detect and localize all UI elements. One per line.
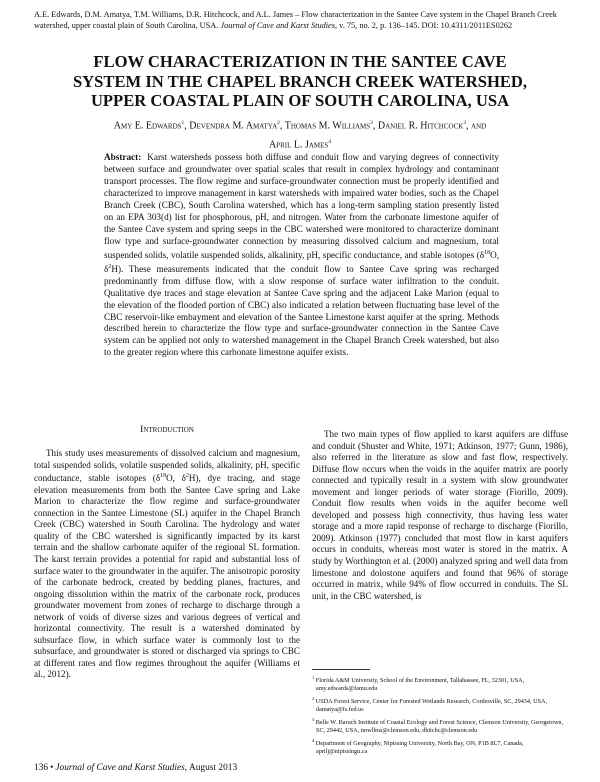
footer-date: August 2013 [188,763,238,773]
author-affiliation-mark: 3 [463,120,467,126]
footer-journal: Journal of Cave and Karst Studies, [55,763,188,773]
paper-title [30,52,570,111]
footnote-text: Department of Geography, Nipissing University, North Bay, ON, P1B 8L7, Canada, aprilj@nipissingu.ca [315,739,524,756]
abstract-text-2: O, δ [104,249,499,274]
footnote-mark: 3 [312,716,315,722]
author-name: Thomas M. Williams [284,120,371,132]
footnote-4 [312,737,568,757]
abstract [104,152,499,359]
author-name: Daniel R. Hitchcock [377,120,464,132]
section-heading-introduction: Introduction [140,424,194,435]
author-affiliation-mark: 4 [328,139,332,146]
footnote-text: Florida A&M University, School of the Environment, Tallahassee, FL, 32301, USA, amy.edwards@famu.edu [315,677,525,693]
author-affiliation-mark: 2 [277,120,280,126]
citation-header [34,10,568,32]
footnote-2 [312,695,568,715]
citation-journal: Journal of Cave and Karst Studies, [220,20,338,30]
footnotes [312,674,568,758]
footnote-mark: 1 [312,675,315,680]
footnote-mark: 4 [312,737,315,743]
body-text-1: This study uses measurements of dissolved calcium and magnesium, total suspended solids, volatile suspended solids, alkalinity, pH, specific conductance, stable isotopes (δ [34,448,300,484]
author-affiliation-mark: 1 [181,120,185,126]
footnote-divider [312,669,370,670]
isotope-superscript: 18 [160,473,167,480]
author-line-1: Amy E. Edwards$^1$, Devendra M. Amatya$^2$, Thomas M. Williams$^3$, Daniel R. Hitchcock$^3$, and [113,120,487,132]
author-name: Devendra M. Amatya [189,120,278,132]
page-number: 136 [34,763,49,773]
title-line-2: SYSTEM IN THE CHAPEL BRANCH CREEK WATERSHED, [72,71,528,91]
title-line-1: FLOW CHARACTERIZATION IN THE SANTEE CAVE [93,52,507,71]
isotope-superscript: 18 [484,249,491,256]
body-text-3: H), dye tracing, and stage elevation measurements from both the Santee Cave spring and Lake Marion to characterize the flow regime and surface-groundwater connection in the Santee Limestone (SL) aquifer in the Chapel Branch Creek (CBC) watershed in South Carolina. The hydrology and water quality of the CBC watershed is significantly impacted by its karst terrain and the shallow carbonate aquifer of the regional SL formation. The karst terrain provides a potential for rapid and substantial loss of surface water to the groundwater in the aquifer. The anisotropic porosity of the carbonate bedrock, created by bedding planes, fractures, and ongoing dissolution within the matrix of the carbonate rock, produces groundwater movement from zones of recharge to discharge through a network of voids of diverse sizes and various degrees of vertical and horizontal connectivity. The result is a watershed dominated by subsurface flow, in which surface water is commonly lost to the subsurface, and groundwater is stored or discharged via springs to CBC at different rates and flow regimes throughout the aquifer (Williams et al., 2012). [34,473,300,680]
citation-volume: v. 75, no. 2, p. 136–145. DOI: 10.4311/2011ES0262 [339,20,513,30]
footnote-mark: 2 [312,695,315,701]
body-text-2: O, δ [166,473,186,484]
body-column-left [34,448,300,681]
abstract-text-1: Karst watersheds possess both diffuse and conduit flow and varying degrees of connectivity between surface and groundwater over spatial scales that result in complex hydrology and contaminant transport processes. The flow regime and surface-groundwater connection must be properly identified and characterized to improve management in karst watersheds with impaired water bodies, such as the Chapel Branch Creek (CBC), South Carolina watershed, which has a long-term sampling station presently listed on an EPA 303(d) list for phosphorous, pH, and nitrogen. Water from the carbonate limestone aquifer of the Santee Cave system and spring seeps in the CBC watershed were monitored to characterize dominant flow type and surface-groundwater connection by measuring dissolved calcium and magnesium, total suspended solids, volatile suspended solids, alkalinity, pH, specific conductance, and stable isotopes (δ [104,152,499,260]
author-list [30,115,570,154]
footnote-1 [312,674,568,694]
body-paragraph: The two main types of flow applied to karst aquifers are diffuse and conduit (Shuster and White, 1971; Atkinson, 1977; Gunn, 1986), also referred in the literature as slow and fast flow, respectively. Diffuse flow occurs when the voids in the aquifer matrix are poorly connected and typically result in a system with slow groundwater movement and longer periods of water storage (Fiorillo, 2009). Conduit flow results when voids in the aquifer become well developed and possess high connectivity, thus having less water storage and a more rapid response of recharge to discharge (Fiorillo, 2009). Atkinson (1977) concluded that most flow in karst aquifers occurs in conduits, whereas most water is stored in the matrix. A study by Worthington et al. (2000) analyzed spring and well data from limestone and dolostone aquifers and found that 96% of storage occurred in matrix, while 94% of flow occurred in conduits. The SL unit, in the CBC watershed, is [312,429,568,601]
author-line-2 [30,134,570,153]
body-column-right [312,429,568,602]
footnote-text: Belle W. Baruch Institute of Coastal Ecology and Forest Science, Clemson University, Georgetown, SC, 29442, USA, tmwllms@clemson.edu, dhitchc@clemson.edu [315,718,564,735]
author-name: Amy E. Edwards [113,120,182,132]
isotope-superscript: 2 [185,473,189,480]
abstract-text-3: H). These measurements indicated that the conduit flow to Santee Cave spring was recharged predominantly from diffuse flow, with a slow response of surface water infiltration to the conduit. Qualitative dye traces and stage elevation at Santee Cave spring and the adjacent Lake Marion (equal to the elevation of the flooded portion of CBC) also indicated a relation between fluctuating base level of the CBC reservoir-like embayment and elevation of the Santee Limestone karst aquifer at the spring. Methods described herein to characterize the flow type and surface-groundwater connection in the Santee Cave system can be applied not only to watershed management in the Chapel Branch Creek watershed, but also to the greater region where this carbonate limestone aquifer exists. [104,263,499,358]
abstract-label: Abstract: [104,152,142,162]
footnote-text: USDA Forest Service, Center for Forested Wetlands Research, Cordesville, SC, 29434, USA, damatya@fs.fed.us [315,697,548,714]
title-line-3: UPPER COASTAL PLAIN OF SOUTH CAROLINA, USA [90,91,510,110]
author-affiliation-mark: 3 [370,120,373,126]
page-footer [34,763,334,774]
author-name: April L. James [268,139,329,151]
body-paragraph [34,448,300,681]
isotope-superscript: 2 [108,263,112,270]
footnote-3 [312,716,568,736]
footer-bullet: • [50,763,54,773]
author-conjunction: , and [466,120,487,132]
citation-text: A.E. Edwards, D.M. Amatya, T.M. Williams, D.R. Hitchcock, and A.L. James – Flow characterization in the Santee Cave system in the Chapel Branch Creek watershed, upper coastal plain of South Carolina, USA. [34,10,557,30]
